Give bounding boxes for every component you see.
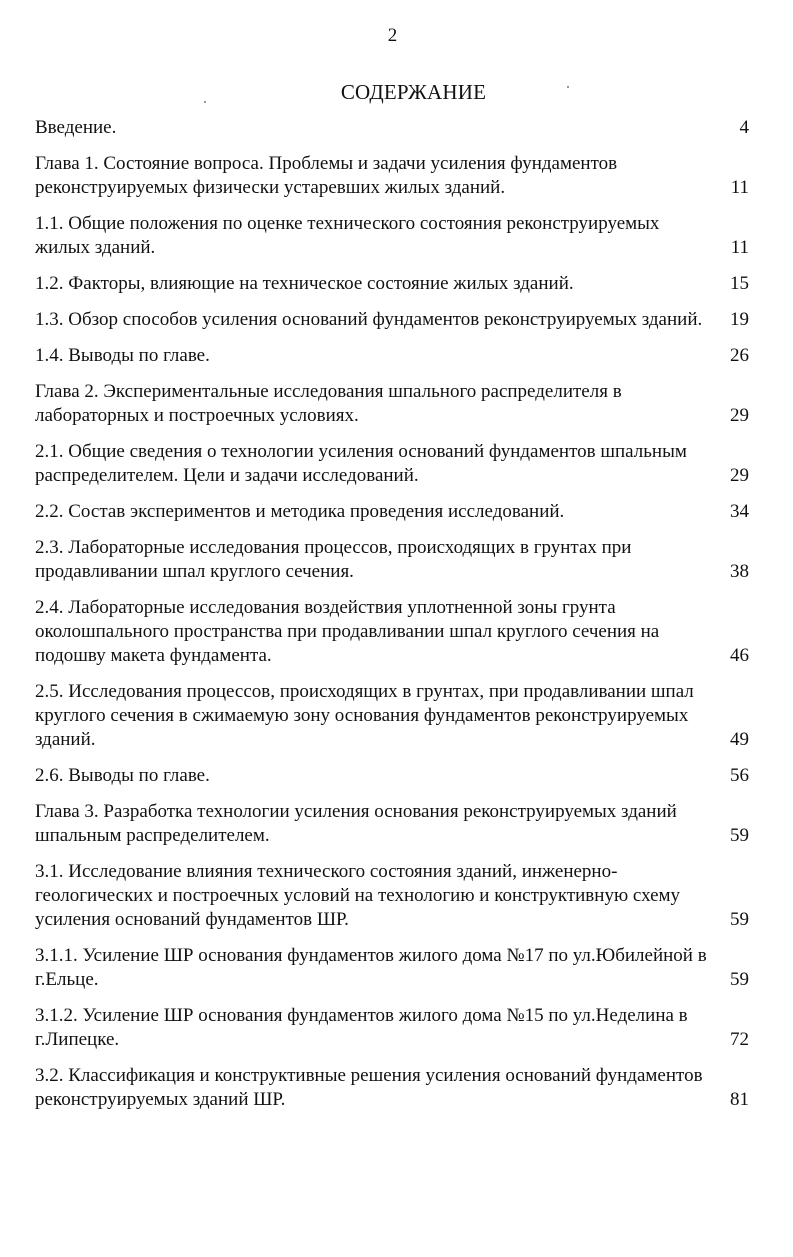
scan-speck [204,101,206,103]
toc-entry-title: 2.2. Состав экспериментов и методика проведения исследований. [35,501,565,522]
toc-entry [35,500,749,524]
toc-entry-title: 1.1. Общие положения по оценке технического состояния реконструируемых жилых зданий. [35,213,660,258]
toc-entry-page: 29 [730,465,749,486]
toc-entry [35,860,749,932]
toc-entry [35,536,749,584]
toc-entry [35,212,749,260]
toc-entry-title: Глава 1. Состояние вопроса. Проблемы и задачи усиления фундаментов реконструируемых физически устаревших жилых зданий. [35,153,618,198]
toc-entry-title: 3.1. Исследование влияния технического состояния зданий, инженерно-геологических и построечных условий на технологию и конструктивную схему усиления оснований фундаментов ШР. [35,861,681,930]
toc-entry-page: 59 [730,969,749,990]
toc-entry-title: 3.1.1. Усиление ШР основания фундаментов жилого дома №17 по ул.Юбилейной в г.Ельце. [35,945,707,990]
toc-title: СОДЕРЖАНИЕ [340,80,487,104]
toc-entry-page: 46 [730,645,749,666]
toc-entry-page: 59 [730,909,749,930]
toc-entry-page: 19 [730,309,749,330]
toc-entry-page: 29 [730,405,749,426]
toc-entry [35,272,749,296]
toc-entry-title: 3.2. Классификация и конструктивные решения усиления оснований фундаментов реконструируемых зданий ШР. [35,1065,703,1110]
toc-entry-title: Глава 2. Экспериментальные исследования шпального распределителя в лабораторных и построечных условиях. [35,381,622,426]
toc-list [35,116,749,1124]
toc-entry-title: 1.3. Обзор способов усиления оснований фундаментов реконструируемых зданий. [35,309,703,330]
toc-entry [35,680,749,752]
toc-entry [35,308,749,332]
toc-entry [35,344,749,368]
toc-entry-title: 1.4. Выводы по главе. [35,345,210,366]
toc-entry-page: 11 [730,177,749,198]
toc-entry-page: 34 [730,501,749,522]
toc-entry-title: 2.4. Лабораторные исследования воздействия уплотненной зоны грунта околошпального пространства при продавливании шпал круглого сечения на подошву макета фундамента. [35,597,660,666]
toc-entry-title: 1.2. Факторы, влияющие на техническое состояние жилых зданий. [35,273,574,294]
toc-entry [35,116,749,140]
toc-entry [35,764,749,788]
toc-entry-title: 2.1. Общие сведения о технологии усиления оснований фундаментов шпальным распределителем. Цели и задачи исследований. [35,441,687,486]
toc-entry-page: 11 [730,237,749,258]
toc-entry-title: Глава 3. Разработка технологии усиления основания реконструируемых зданий шпальным распределителем. [35,801,677,846]
toc-entry-title: 3.1.2. Усиление ШР основания фундаментов жилого дома №15 по ул.Неделина в г.Липецке. [35,1005,688,1050]
toc-entry [35,440,749,488]
toc-entry-title: 2.6. Выводы по главе. [35,765,210,786]
toc-entry-page: 26 [730,345,749,366]
toc-entry [35,1004,749,1052]
toc-entry [35,1064,749,1112]
toc-entry [35,380,749,428]
toc-entry-page: 15 [730,273,749,294]
toc-entry [35,152,749,200]
scan-speck [567,86,569,88]
toc-entry-page: 81 [730,1089,749,1110]
toc-entry-page: 56 [730,765,749,786]
toc-entry-page: 49 [730,729,749,750]
toc-entry [35,944,749,992]
toc-entry-page: 59 [730,825,749,846]
toc-entry-title: 2.3. Лабораторные исследования процессов, происходящих в грунтах при продавливании шпал круглого сечения. [35,537,632,582]
toc-entry-page: 72 [730,1029,749,1050]
toc-entry-page: 38 [730,561,749,582]
toc-entry [35,800,749,848]
toc-entry-page: 4 [739,117,749,138]
toc-entry [35,596,749,668]
toc-entry-title: Введение. [35,117,117,138]
toc-entry-title: 2.5. Исследования процессов, происходящих в грунтах, при продавливании шпал круглого сечения в сжимаемую зону основания фундаментов реконструируемых зданий. [35,681,694,750]
page-number: 2 [387,25,398,46]
